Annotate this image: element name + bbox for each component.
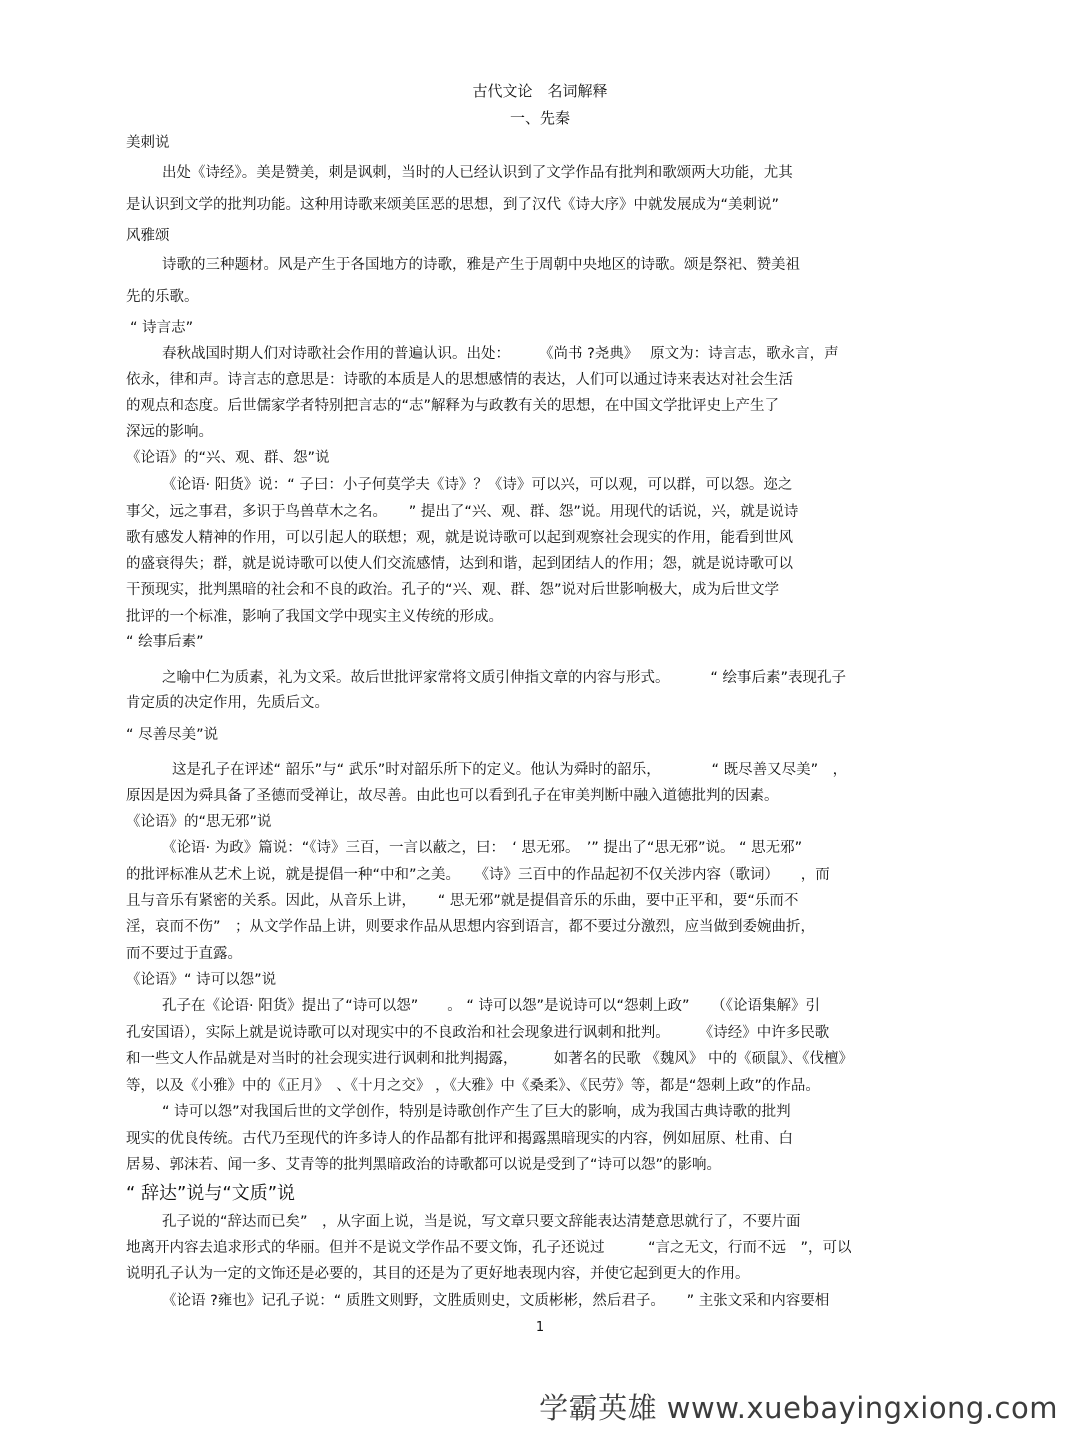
term-heading: “ 辞达”说与“文质”说 xyxy=(126,1183,296,1204)
term-heading: 《论语》的“思无邪”说 xyxy=(126,814,272,830)
section-heading: 一、先秦 xyxy=(509,109,570,127)
term-heading: “ 尽善尽美”说 xyxy=(126,727,219,743)
paragraph-line: 诗歌的三种题材。风是产生于各国地方的诗歌，雅是产生于周朝中央地区的诗歌。颂是祭祀、赞美祖 xyxy=(162,257,800,273)
paragraph-line: 《论语 ?雍也》记孔子说：“ 质胜文则野，文胜质则史，文质彬彬，然后君子。 ” 主张文采和内容要相 xyxy=(162,1293,830,1309)
page-number: 1 xyxy=(535,1320,545,1335)
paragraph-line: 是认识到文学的批判功能。这种用诗歌来颂美匡恶的思想，到了汉代《诗大序》中就发展成为“美刺说” xyxy=(126,197,780,213)
paragraph-line: 的观点和态度。后世儒家学者特别把言志的“志”解释为与政教有关的思想，在中国文学批评史上产生了 xyxy=(126,398,780,414)
document-title: 古代文论 名词解释 xyxy=(472,82,608,100)
term-heading: “ 诗言志” xyxy=(130,320,194,336)
paragraph-line: 肯定质的决定作用，先质后文。 xyxy=(126,695,329,711)
paragraph-line: 《论语· 为政》篇说：“《诗》三百，一言以蔽之，曰： ‘ 思无邪。 ’” 提出了“思无邪”说。 “ 思无邪” xyxy=(162,840,803,856)
paragraph-line: 等，以及《小雅》中的《正月》 、《十月之交》 ，《大雅》中《桑柔》、《民劳》等，都是“怨刺上政”的作品。 xyxy=(126,1078,820,1094)
paragraph-line: 先的乐歌。 xyxy=(126,289,199,305)
paragraph-line: 现实的优良传统。古代乃至现代的许多诗人的作品都有批评和揭露黑暗现实的内容，例如屈原、杜甫、白 xyxy=(126,1131,793,1147)
paragraph-line: 依永，律和声。诗言志的意思是：诗歌的本质是人的思想感情的表达，人们可以通过诗来表达对社会生活 xyxy=(126,372,793,388)
paragraph-line: 而不要过于直露。 xyxy=(126,946,242,962)
paragraph-line: 孔子说的“辞达而已矣” ，从字面上说，当是说，写文章只要文辞能表达清楚意思就行了，不要片面 xyxy=(162,1214,801,1230)
paragraph-line: 事父，远之事君，多识于鸟兽草木之名。 ” 提出了“兴、观、群、怨”说。用现代的话说，兴，就是说诗 xyxy=(126,504,799,520)
paragraph-line: 说明孔子认为一定的文饰还是必要的，其目的还是为了更好地表现内容，并使它起到更大的作用。 xyxy=(126,1266,750,1282)
watermark: 学霸英雄 www.xuebayingxiong.com xyxy=(539,1391,1058,1425)
paragraph-line: 原因是因为舜具备了圣德而受禅让，故尽善。由此也可以看到孔子在审美判断中融入道德批判的因素。 xyxy=(126,788,779,804)
paragraph-line: 孔子在《论语· 阳货》提出了“诗可以怨” 。 “ 诗可以怨”是说诗可以“怨刺上政” （《论语集解》引 xyxy=(162,998,821,1014)
paragraph-line: 歌有感发人精神的作用，可以引起人的联想；观，就是说诗歌可以起到观察社会现实的作用，能看到世风 xyxy=(126,530,793,546)
paragraph-line: 之喻中仁为质素，礼为文采。故后世批评家常将文质引伸指文章的内容与形式。 “ 绘事后素”表现孔子 xyxy=(162,670,846,686)
paragraph-line: 出处《诗经》。美是赞美，刺是讽刺，当时的人已经认识到了文学作品有批判和歌颂两大功能，尤其 xyxy=(162,165,793,181)
paragraph-line: 干预现实，批判黑暗的社会和不良的政治。孔子的“兴、观、群、怨”说对后世影响极大，成为后世文学 xyxy=(126,582,780,598)
paragraph-line: 和一些文人作品就是对当时的社会现实进行讽刺和批判揭露， 如著名的民歌 《魏风》 中的《硕鼠》、《伐檀》 xyxy=(126,1051,853,1067)
paragraph-line: 且与音乐有紧密的关系。因此，从音乐上讲， “ 思无邪”就是提倡音乐的乐曲，要中正平和，要“乐而不 xyxy=(126,893,799,909)
term-heading: 《论语》的“兴、观、群、怨”说 xyxy=(126,450,330,466)
paragraph-line: 的批评标准从艺术上说，就是提倡一种“中和”之美。 《诗》三百中的作品起初不仅关涉内容（歌词） ，而 xyxy=(126,867,830,883)
paragraph-line: 批评的一个标准，影响了我国文学中现实主义传统的形成。 xyxy=(126,609,503,625)
paragraph-line: “ 诗可以怨”对我国后世的文学创作，特别是诗歌创作产生了巨大的影响，成为我国古典诗歌的批判 xyxy=(162,1104,791,1120)
term-heading: 《论语》“ 诗可以怨”说 xyxy=(126,972,277,988)
paragraph-line: 孔安国语），实际上就是说诗歌可以对现实中的不良政治和社会现象进行讽刺和批判。 《诗经》中许多民歌 xyxy=(126,1025,830,1041)
paragraph-line: 春秋战国时期人们对诗歌社会作用的普遍认识。出处： 《尚书 ?尧典》 原文为：诗言志，歌永言，声 xyxy=(162,346,839,362)
term-heading: “ 绘事后素” xyxy=(126,634,204,650)
paragraph-line: 地离开内容去追求形式的华丽。但并不是说文学作品不要文饰，孔子还说过 “言之无文，行而不远 ”，可以 xyxy=(126,1240,852,1256)
paragraph-line: 淫，哀而不伤” ；从文学作品上讲，则要求作品从思想内容到语言，都不要过分激烈，应当做到委婉曲折， xyxy=(126,919,816,935)
term-heading: 美刺说 xyxy=(126,135,170,151)
term-heading: 风雅颂 xyxy=(126,228,170,244)
paragraph-line: 这是孔子在评述“ 韶乐”与“ 武乐”时对韶乐所下的定义。他认为舜时的韶乐， “ 既尽善又尽美” ， xyxy=(172,762,848,778)
paragraph-line: 《论语· 阳货》说：“ 子曰：小子何莫学夫《诗》？《诗》可以兴，可以观，可以群，可以怨。迩之 xyxy=(162,477,793,493)
paragraph-line: 的盛衰得失；群，就是说诗歌可以使人们交流感情，达到和谐，起到团结人的作用；怨，就是说诗歌可以 xyxy=(126,556,793,572)
paragraph-line: 居易、郭沫若、闻一多、艾青等的批判黑暗政治的诗歌都可以说是受到了“诗可以怨”的影响。 xyxy=(126,1157,722,1173)
paragraph-line: 深远的影响。 xyxy=(126,424,213,440)
